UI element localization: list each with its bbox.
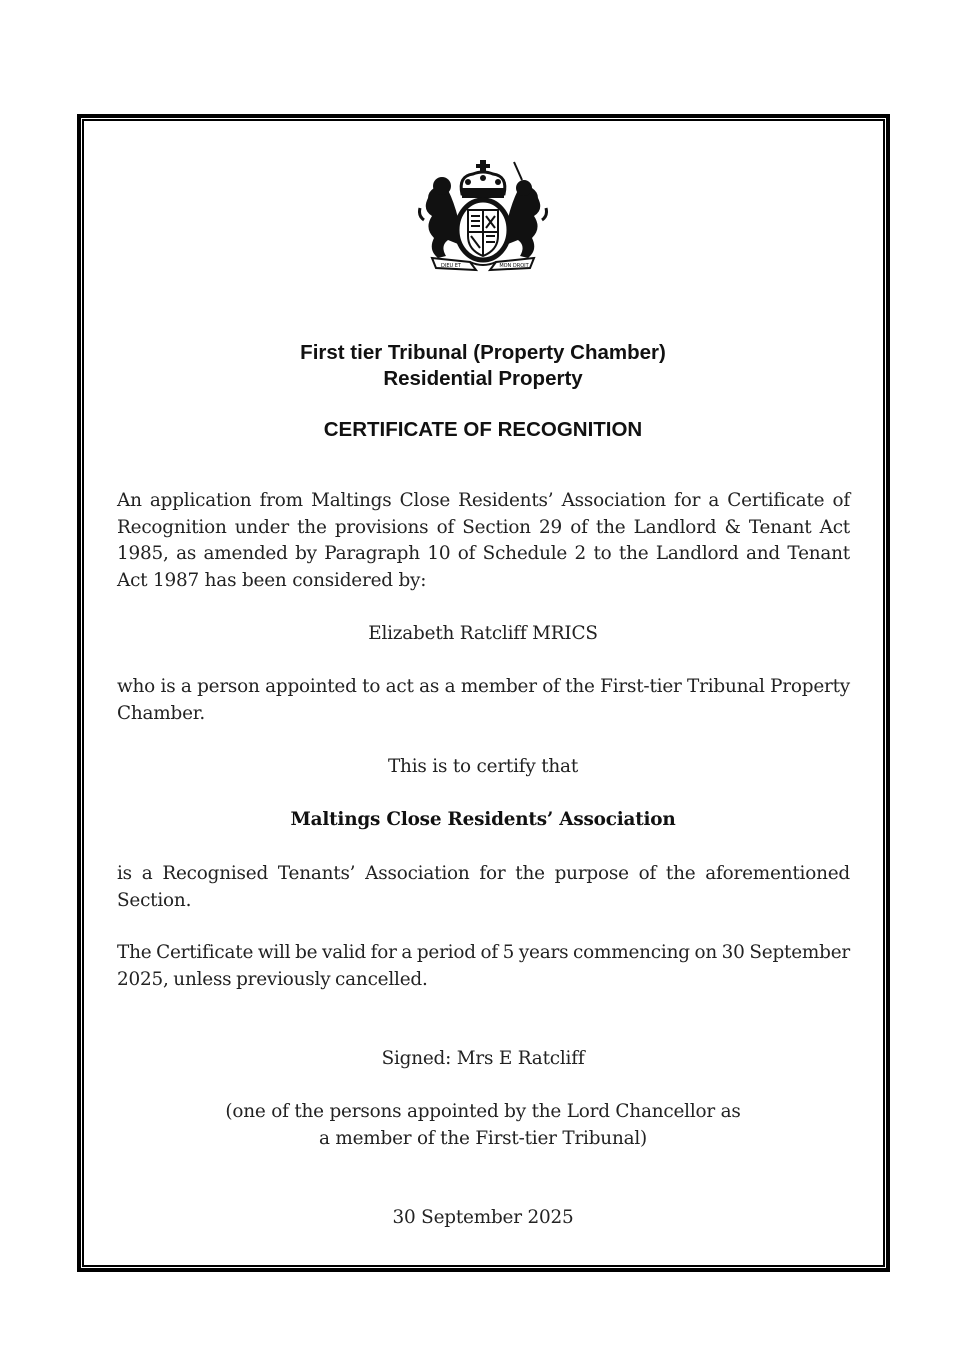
appointment-line-2: a member of the First-tier Tribunal) [318,1127,648,1149]
application-paragraph: An application from Maltings Close Residents’ Association for a Certificate of Recognition under the provisions of Section 29 of the Landlord & Tenant Act 1985, as amended by Paragraph 10 of Schedule 2 to the Landlord and Tenant Act 1987 has been considered by: [117,490,850,591]
royal-coat-of-arms-icon [418,158,548,274]
member-role-paragraph: who is a person appointed to act as a member of the First-tier Tribunal Property Chamber. [117,676,850,724]
tribunal-line-2: Residential Property [383,367,583,390]
signed-line: Signed: Mrs E Ratcliff [381,1048,585,1069]
validity-paragraph: The Certificate will be valid for a period of 5 years commencing on 30 September 2025, unless previously cancelled. [117,942,850,990]
recognition-paragraph: is a Recognised Tenants’ Association for the purpose of the aforementioned Section. [117,863,850,911]
svg-text:MON DROIT: MON DROIT [499,263,529,269]
appointment-line-1: (one of the persons appointed by the Lord Chancellor as [225,1101,741,1122]
tribunal-line-1: First tier Tribunal (Property Chamber) [300,341,666,364]
certificate-date: 30 September 2025 [392,1207,574,1228]
association-name: Maltings Close Residents’ Association [290,809,676,830]
svg-text:DIEU ET: DIEU ET [441,263,461,269]
certify-line: This is to certify that [387,756,579,777]
appointment-note [0,1099,958,1152]
certificate-title: CERTIFICATE OF RECOGNITION [323,418,643,441]
member-name: Elizabeth Ratcliff MRICS [368,623,598,644]
tribunal-name [0,340,958,392]
